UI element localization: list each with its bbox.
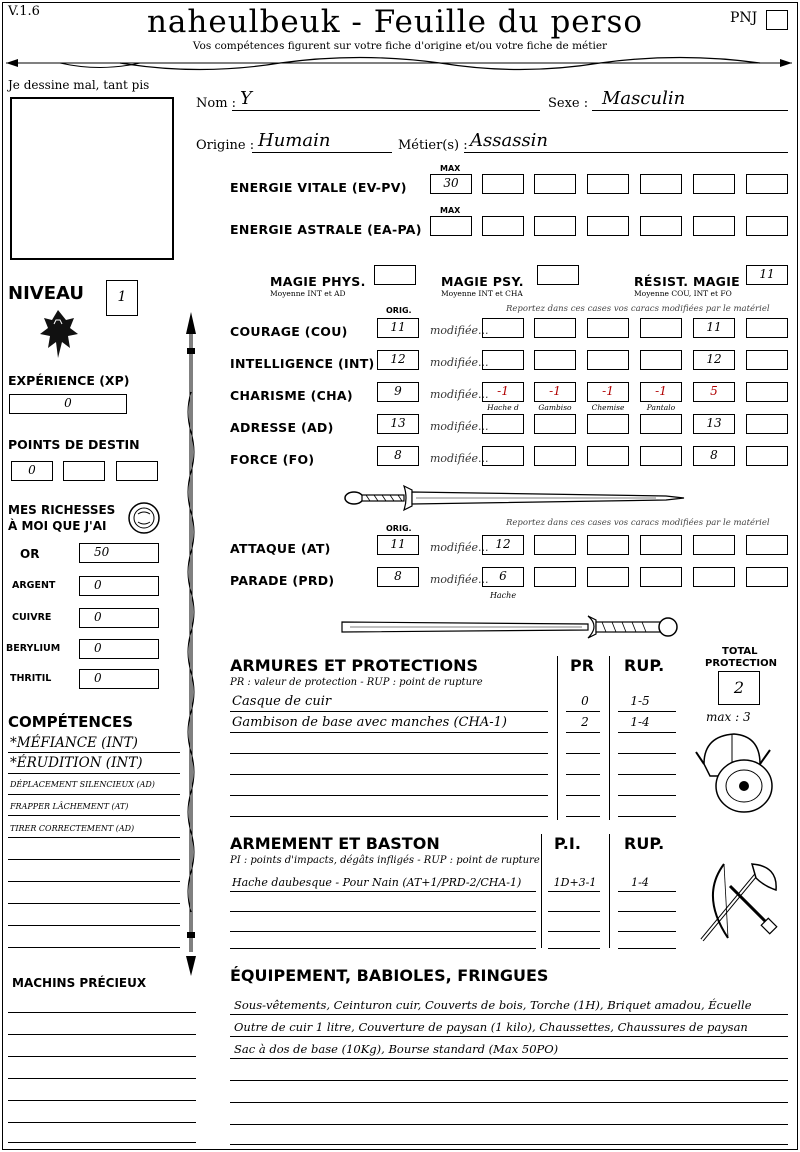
ea-box[interactable]	[587, 216, 629, 236]
stat-mod-box[interactable]: 13	[693, 414, 735, 434]
stat-mod-box[interactable]	[482, 318, 524, 338]
armor-line	[230, 795, 548, 796]
sexe-label: Sexe :	[548, 96, 589, 111]
weapons-col-divider	[609, 834, 610, 948]
armor-line	[230, 753, 548, 754]
ev-max-box[interactable]: 30	[430, 174, 472, 194]
niveau-box[interactable]: 1	[106, 280, 138, 316]
stat-mod-box[interactable]	[482, 350, 524, 370]
armor-line	[618, 711, 676, 712]
magie-phys-sub: Moyenne INT et AD	[270, 289, 346, 298]
ev-max-label: MAX	[440, 164, 461, 173]
skill-line	[8, 794, 180, 795]
combat-mod-box[interactable]	[534, 567, 576, 587]
combat-label: PARADE (PRD)	[230, 573, 335, 588]
armor-line	[566, 816, 600, 817]
cuivre-box[interactable]: 0	[79, 608, 159, 628]
armor-line	[566, 711, 600, 712]
stat-mod-box[interactable]: -1	[640, 382, 682, 402]
resist-magie-box[interactable]: 11	[746, 265, 788, 285]
skill-line	[8, 903, 180, 904]
combat-mod-box[interactable]	[640, 567, 682, 587]
combat-mod-box[interactable]	[534, 535, 576, 555]
destin-box[interactable]	[63, 461, 105, 481]
machins-precieux-title: MACHINS PRÉCIEUX	[12, 976, 147, 990]
stat-label: FORCE (FO)	[230, 452, 315, 467]
version-label: V.1.6	[8, 4, 40, 19]
weapon-line	[230, 891, 536, 892]
combat-orig-label: ORIG.	[386, 524, 412, 533]
ea-box[interactable]	[640, 216, 682, 236]
stat-orig-box[interactable]: 13	[377, 414, 419, 434]
stat-label: INTELLIGENCE (INT)	[230, 356, 375, 371]
stat-orig-box[interactable]: 8	[377, 446, 419, 466]
magie-psy-sub: Moyenne INT et CHA	[441, 289, 523, 298]
stat-mod-box[interactable]	[746, 446, 788, 466]
argent-label: ARGENT	[12, 580, 56, 591]
armor-line	[230, 774, 548, 775]
resist-magie-label: RÉSIST. MAGIE	[634, 274, 741, 289]
stat-mod-box[interactable]: 11	[693, 318, 735, 338]
modif-label: modifiée...	[430, 541, 489, 554]
stat-mod-box[interactable]: -1	[587, 382, 629, 402]
armor-col-divider	[557, 656, 558, 820]
precious-line	[8, 1056, 196, 1057]
modif-label: modifiée...	[430, 420, 489, 433]
stat-mod-box[interactable]	[587, 446, 629, 466]
skill-line	[8, 859, 180, 860]
combat-orig-box[interactable]: 8	[377, 567, 419, 587]
combat-note: Hache	[489, 591, 517, 600]
xp-box[interactable]: 0	[9, 394, 127, 414]
armor-row-pr[interactable]: 2	[581, 715, 589, 729]
precious-line	[8, 1122, 196, 1123]
richesses-label: MES RICHESSES	[8, 503, 116, 517]
skill-line	[8, 773, 180, 774]
portrait-box[interactable]	[10, 97, 174, 260]
destin-box[interactable]	[116, 461, 158, 481]
combat-mod-box[interactable]: 12	[482, 535, 524, 555]
sword-icon	[336, 478, 686, 518]
pnj-label: PNJ	[730, 10, 758, 26]
weapon-row-rup[interactable]: 1-4	[631, 876, 649, 889]
stat-mod-box[interactable]	[534, 350, 576, 370]
armor-line	[618, 732, 676, 733]
armor-line	[618, 816, 676, 817]
sword-icon	[338, 606, 684, 646]
magie-phys-label: MAGIE PHYS.	[270, 274, 366, 289]
stat-mod-box[interactable]	[746, 414, 788, 434]
nom-value[interactable]: Y	[240, 88, 252, 109]
helmet-shield-icon	[694, 724, 778, 816]
combat-report-note: Reportez dans ces cases vos caracs modifiées par le matériel	[506, 518, 770, 528]
equipment-line	[230, 1014, 788, 1015]
stat-label: ADRESSE (AD)	[230, 420, 334, 435]
max-protection-label: max : 3	[706, 710, 751, 724]
coin-icon	[126, 500, 162, 536]
stat-mod-box[interactable]	[587, 350, 629, 370]
argent-box[interactable]: 0	[79, 576, 159, 596]
niveau-label: NIVEAU	[8, 283, 84, 304]
thritil-label: THRITIL	[10, 673, 52, 684]
combat-mod-box[interactable]	[587, 567, 629, 587]
armor-row-rup[interactable]: 1-5	[630, 694, 650, 708]
armor-row-pr[interactable]: 0	[581, 694, 589, 708]
precious-line	[8, 1012, 196, 1013]
modif-label: modifiée...	[430, 324, 489, 337]
weapon-line	[548, 948, 600, 949]
equipment-title: ÉQUIPEMENT, BABIOLES, FRINGUES	[230, 966, 549, 985]
competences-title: COMPÉTENCES	[8, 713, 134, 731]
skill-line	[8, 752, 180, 753]
total-protection-box[interactable]: 2	[718, 671, 760, 705]
armor-line	[618, 795, 676, 796]
ea-box[interactable]	[482, 216, 524, 236]
metier-value[interactable]: Assassin	[470, 130, 549, 151]
weapon-line	[230, 948, 536, 949]
portrait-caption: Je dessine mal, tant pis	[8, 78, 150, 92]
richesses-label-2: À MOI QUE J'AI	[8, 519, 107, 533]
origine-underline	[252, 152, 392, 153]
stat-mod-box[interactable]: -1	[534, 382, 576, 402]
stat-mod-box[interactable]: 12	[693, 350, 735, 370]
stat-mod-box[interactable]: 8	[693, 446, 735, 466]
stat-label: COURAGE (COU)	[230, 324, 348, 339]
precious-line	[8, 1078, 196, 1079]
armor-rup-label: RUP.	[624, 656, 665, 675]
equipment-line	[230, 1058, 788, 1059]
stat-mod-box[interactable]: 5	[693, 382, 735, 402]
equipment-line	[230, 1080, 788, 1081]
stat-mod-box[interactable]	[746, 350, 788, 370]
magie-psy-label: MAGIE PSY.	[441, 274, 524, 289]
skill-line	[8, 925, 180, 926]
berylium-box[interactable]: 0	[79, 639, 159, 659]
combat-mod-box[interactable]: 6	[482, 567, 524, 587]
magie-psy-box[interactable]	[537, 265, 579, 285]
stat-mod-box[interactable]	[746, 318, 788, 338]
combat-mod-box[interactable]	[693, 535, 735, 555]
stat-label: CHARISME (CHA)	[230, 388, 353, 403]
equipment-line	[230, 1124, 788, 1125]
skill-item[interactable]: TIRER CORRECTEMENT (AD)	[10, 824, 135, 833]
weapon-line	[230, 911, 536, 912]
or-box[interactable]: 50	[79, 543, 159, 563]
armor-row-name[interactable]: Casque de cuir	[232, 694, 332, 709]
stat-mod-box[interactable]	[482, 414, 524, 434]
weapon-row-pi[interactable]: 1D+3-1	[553, 876, 597, 889]
spear-icon	[183, 312, 199, 976]
report-note: Reportez dans ces cases vos caracs modifiées par le matériel	[506, 304, 770, 314]
dragon-icon	[34, 304, 82, 364]
total-protection-label-2: PROTECTION	[705, 658, 777, 669]
equipment-line	[230, 1102, 788, 1103]
stat-mod-box[interactable]	[482, 446, 524, 466]
stat-mod-box[interactable]: -1	[482, 382, 524, 402]
stat-orig-box[interactable]: 11	[377, 318, 419, 338]
ev-box[interactable]	[534, 174, 576, 194]
armor-line	[566, 795, 600, 796]
weapon-line	[548, 931, 600, 932]
nom-label: Nom :	[196, 96, 237, 111]
total-protection-label: TOTAL	[722, 646, 758, 657]
ev-box[interactable]	[587, 174, 629, 194]
skill-item[interactable]: *MÉFIANCE (INT)	[10, 735, 138, 751]
stat-orig-box[interactable]: 12	[377, 350, 419, 370]
stat-mod-box[interactable]	[587, 414, 629, 434]
armor-row-rup[interactable]: 1-4	[630, 715, 650, 729]
stat-mod-box[interactable]	[640, 318, 682, 338]
weapons-legend: PI : points d'impacts, dégâts infligés - RUP : point de rupture	[230, 855, 540, 866]
stat-orig-box[interactable]: 9	[377, 382, 419, 402]
equipment-line	[230, 1036, 788, 1037]
ea-label: ENERGIE ASTRALE (EA-PA)	[230, 222, 422, 237]
weapons-pi-label: P.I.	[554, 834, 581, 853]
weapon-line	[618, 891, 676, 892]
thritil-box[interactable]: 0	[79, 669, 159, 689]
combat-mod-box[interactable]	[640, 535, 682, 555]
combat-label: ATTAQUE (AT)	[230, 541, 331, 556]
weapon-line	[548, 891, 600, 892]
armor-line	[230, 816, 548, 817]
armor-line	[618, 753, 676, 754]
berylium-label: BERYLIUM	[6, 643, 61, 654]
destin-label: POINTS DE DESTIN	[8, 437, 140, 452]
orig-label: ORIG.	[386, 306, 412, 315]
ev-box[interactable]	[693, 174, 735, 194]
equipment-line-text[interactable]: Sac à dos de base (10Kg), Bourse standard (Max 50PO)	[234, 1042, 559, 1056]
stat-mod-box[interactable]	[640, 446, 682, 466]
stat-mod-note: Gambiso	[538, 403, 572, 412]
pnj-checkbox[interactable]	[766, 10, 788, 30]
combat-mod-box[interactable]	[693, 567, 735, 587]
armor-row-name[interactable]: Gambison de base avec manches (CHA-1)	[232, 715, 507, 730]
or-label: OR	[20, 547, 40, 561]
armor-title: ARMURES ET PROTECTIONS	[230, 656, 478, 675]
ea-max-box[interactable]	[430, 216, 472, 236]
ea-box[interactable]	[534, 216, 576, 236]
weapons-title: ARMEMENT ET BASTON	[230, 834, 440, 853]
modif-label: modifiée...	[430, 388, 489, 401]
weapon-row-name[interactable]: Hache daubesque - Pour Nain (AT+1/PRD-2/CHA-1)	[232, 876, 522, 889]
stat-mod-box[interactable]	[587, 318, 629, 338]
stat-mod-box[interactable]	[534, 446, 576, 466]
combat-mod-box[interactable]	[746, 567, 788, 587]
stat-mod-box[interactable]	[640, 350, 682, 370]
armor-line	[230, 732, 548, 733]
armor-line	[230, 711, 548, 712]
stat-mod-note: Hache d	[487, 403, 519, 412]
armor-pr-label: PR	[570, 656, 595, 675]
stat-mod-box[interactable]	[534, 414, 576, 434]
weapon-line	[618, 911, 676, 912]
modif-label: modifiée...	[430, 356, 489, 369]
weapon-line	[618, 931, 676, 932]
origine-label: Origine :	[196, 138, 255, 153]
magie-phys-box[interactable]	[374, 265, 416, 285]
skill-item[interactable]: FRAPPER LÂCHEMENT (AT)	[10, 802, 129, 811]
armor-line	[618, 774, 676, 775]
skill-line	[8, 815, 180, 816]
stat-mod-note: Chemise	[591, 403, 625, 412]
nom-underline	[232, 110, 540, 111]
stat-mod-box[interactable]	[534, 318, 576, 338]
equipment-line-text[interactable]: Outre de cuir 1 litre, Couverture de paysan (1 kilo), Chaussettes, Chaussures de paysan	[234, 1020, 748, 1034]
skill-line	[8, 881, 180, 882]
combat-mod-box[interactable]	[587, 535, 629, 555]
ev-box[interactable]	[746, 174, 788, 194]
ea-max-label: MAX	[440, 206, 461, 215]
ev-box[interactable]	[482, 174, 524, 194]
stat-mod-box[interactable]	[640, 414, 682, 434]
stat-mod-note: Pantalo	[646, 403, 676, 412]
weapon-line	[618, 948, 676, 949]
sexe-underline	[592, 110, 788, 111]
precious-line	[8, 1142, 196, 1143]
weapon-line	[230, 931, 536, 932]
ev-box[interactable]	[640, 174, 682, 194]
modif-label: modifiée...	[430, 573, 489, 586]
metier-label: Métier(s) :	[398, 138, 468, 153]
ea-box[interactable]	[693, 216, 735, 236]
combat-mod-box[interactable]	[746, 535, 788, 555]
precious-line	[8, 1100, 196, 1101]
skill-line	[8, 837, 180, 838]
destin-box[interactable]: 0	[11, 461, 53, 481]
armor-line	[566, 774, 600, 775]
armor-col-divider	[609, 656, 610, 820]
armor-line	[566, 732, 600, 733]
metier-underline	[464, 152, 788, 153]
sexe-value[interactable]: Masculin	[602, 88, 686, 109]
skill-item[interactable]: DÉPLACEMENT SILENCIEUX (AD)	[10, 780, 155, 789]
skill-item[interactable]: *ÉRUDITION (INT)	[10, 755, 143, 771]
origine-value[interactable]: Humain	[258, 130, 331, 151]
weapon-line	[548, 911, 600, 912]
cuivre-label: CUIVRE	[12, 612, 52, 623]
ev-label: ENERGIE VITALE (EV-PV)	[230, 180, 407, 195]
weapons-col-divider	[541, 834, 542, 948]
stat-mod-box[interactable]	[746, 382, 788, 402]
resist-magie-sub: Moyenne COU, INT et FO	[634, 289, 732, 298]
xp-label: EXPÉRIENCE (XP)	[8, 373, 130, 388]
modif-label: modifiée...	[430, 452, 489, 465]
combat-orig-box[interactable]: 11	[377, 535, 419, 555]
precious-line	[8, 1034, 196, 1035]
weapons-rup-label: RUP.	[624, 834, 665, 853]
equipment-line-text[interactable]: Sous-vêtements, Ceinturon cuir, Couverts de bois, Torche (1H), Briquet amadou, Écuelle	[234, 998, 752, 1012]
skill-line	[8, 947, 180, 948]
page-title: naheulbeuk - Feuille du perso	[146, 4, 644, 40]
ea-box[interactable]	[746, 216, 788, 236]
equipment-line	[230, 1144, 788, 1145]
page-subtitle: Vos compétences figurent sur votre fiche d'origine et/ou votre fiche de métier	[192, 40, 608, 52]
header-ornament	[0, 52, 800, 76]
weapons-icon	[690, 856, 786, 948]
armor-legend: PR : valeur de protection - RUP : point de rupture	[230, 677, 483, 688]
armor-line	[566, 753, 600, 754]
